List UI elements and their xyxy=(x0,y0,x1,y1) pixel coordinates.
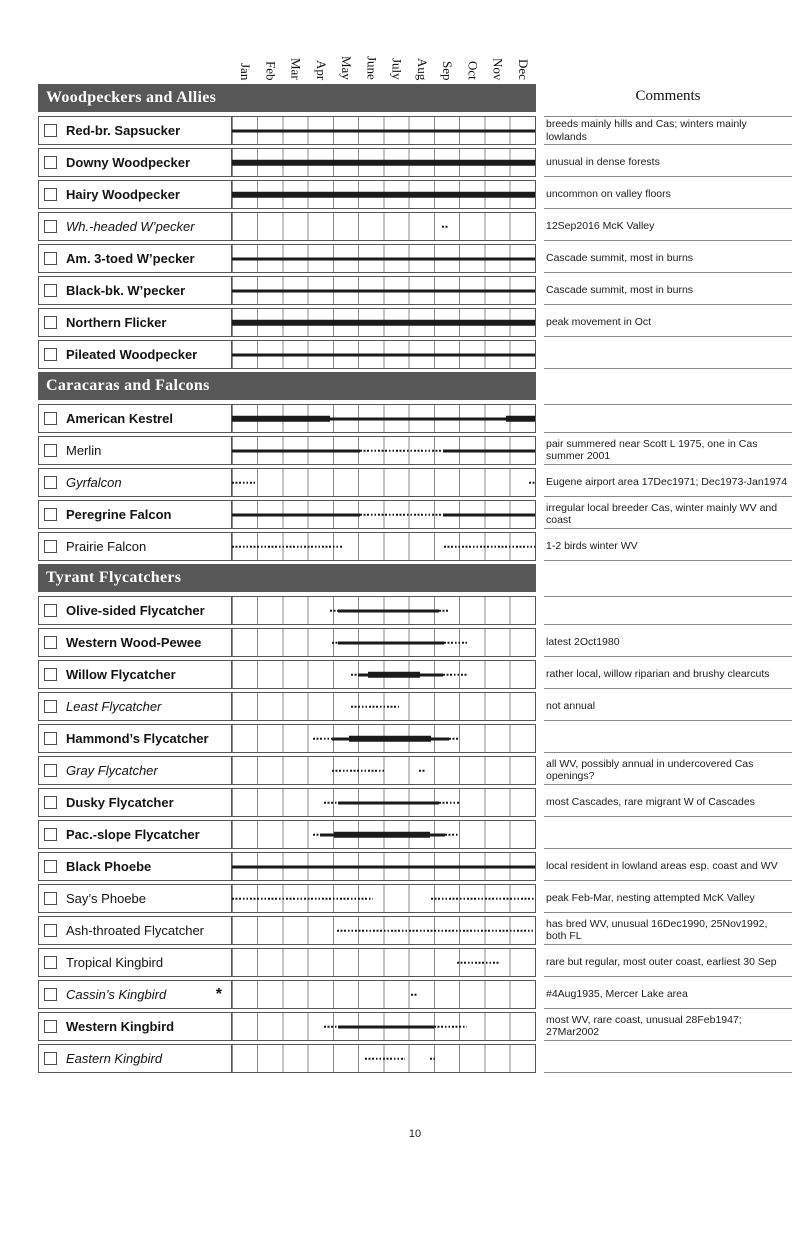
species-name: Hairy Woodpecker xyxy=(66,187,180,202)
species-row xyxy=(38,276,792,305)
species-row xyxy=(38,884,792,913)
occurrence-bar-segment xyxy=(232,353,535,356)
occurrence-bar-segment xyxy=(232,897,373,900)
species-name-cell xyxy=(39,693,232,720)
species-checkbox[interactable] xyxy=(44,828,57,841)
occurrence-bar-segment xyxy=(320,833,334,836)
month-label-june xyxy=(359,30,384,80)
species-comment: #4Aug1935, Mercer Lake area xyxy=(544,980,792,1009)
species-comment: all WV, possibly annual in undercovered Cas openings? xyxy=(544,756,792,785)
species-comment: local resident in lowland areas esp. coast and WV xyxy=(544,852,792,881)
occurrence-bar-segment xyxy=(324,1025,338,1028)
species-comment: not annual xyxy=(544,692,792,721)
species-name: Gray Flycatcher xyxy=(66,763,158,778)
occurrence-bar-segment xyxy=(457,961,500,964)
species-comment: rather local, willow riparian and brushy clearcuts xyxy=(544,660,792,689)
occurrence-chart xyxy=(232,693,535,720)
occurrence-bar-segment xyxy=(439,801,459,804)
occurrence-chart xyxy=(232,853,535,880)
occurrence-bar-segment xyxy=(431,737,449,740)
species-name: Western Kingbird xyxy=(66,1019,175,1034)
occurrence-bar-segment xyxy=(439,609,449,612)
section-header xyxy=(38,372,536,400)
occurrence-bar-segment xyxy=(338,1025,434,1028)
species-checkbox[interactable] xyxy=(44,476,57,489)
month-label-text: Mar xyxy=(288,58,304,80)
species-checkbox[interactable] xyxy=(44,252,57,265)
species-comment xyxy=(544,724,792,753)
species-row-box xyxy=(38,916,536,945)
species-row xyxy=(38,148,792,177)
occurrence-bar-segment xyxy=(443,673,467,676)
occurrence-bar-segment xyxy=(338,609,439,612)
species-row xyxy=(38,404,792,433)
occurrence-bar-segment xyxy=(313,737,332,740)
species-row-box xyxy=(38,660,536,689)
occurrence-chart xyxy=(232,1045,535,1072)
month-label-nov xyxy=(486,30,511,80)
month-label-oct xyxy=(460,30,485,80)
species-row-box xyxy=(38,788,536,817)
species-name: Red-br. Sapsucker xyxy=(66,123,181,138)
month-label-mar xyxy=(284,30,309,80)
species-name-cell xyxy=(39,885,232,912)
species-checkbox[interactable] xyxy=(44,732,57,745)
month-label-may xyxy=(334,30,359,80)
occurrence-bar-segment xyxy=(442,225,448,228)
species-name-cell xyxy=(39,469,232,496)
species-row-box xyxy=(38,852,536,881)
checklist-body xyxy=(38,84,792,1076)
occurrence-bar-segment xyxy=(232,449,360,452)
species-checkbox[interactable] xyxy=(44,956,57,969)
species-name: Tropical Kingbird xyxy=(66,955,164,970)
occurrence-bar-segment xyxy=(232,481,255,484)
species-name: Am. 3-toed W’pecker xyxy=(66,251,195,266)
species-name-cell xyxy=(39,949,232,976)
species-name: Dusky Flycatcher xyxy=(66,795,174,810)
species-row-box xyxy=(38,756,536,785)
occurrence-chart xyxy=(232,1013,535,1040)
species-row xyxy=(38,724,792,753)
species-row xyxy=(38,308,792,337)
month-label-text: Sep xyxy=(440,60,456,80)
occurrence-bar-segment xyxy=(506,415,535,422)
species-row xyxy=(38,1012,792,1041)
species-row-box xyxy=(38,532,536,561)
species-checkbox[interactable] xyxy=(44,988,57,1001)
species-row-box xyxy=(38,276,536,305)
section-band-row xyxy=(38,84,792,112)
species-row xyxy=(38,756,792,785)
occurrence-bar-segment xyxy=(411,993,417,996)
species-row xyxy=(38,1044,792,1073)
species-name: Gyrfalcon xyxy=(66,475,122,490)
species-checkbox[interactable] xyxy=(44,636,57,649)
species-row xyxy=(38,788,792,817)
species-checkbox[interactable] xyxy=(44,924,57,937)
species-name: Ash-throated Flycatcher xyxy=(66,923,205,938)
species-checkbox[interactable] xyxy=(44,348,57,361)
occurrence-bar-segment xyxy=(332,737,350,740)
species-name-cell xyxy=(39,309,232,336)
species-comment xyxy=(544,404,792,433)
species-row-box xyxy=(38,308,536,337)
species-comment: pair summered near Scott L 1975, one in Cas summer 2001 xyxy=(544,436,792,465)
species-row-box xyxy=(38,404,536,433)
species-checkbox[interactable] xyxy=(44,220,57,233)
species-row xyxy=(38,820,792,849)
month-label-text: Jan xyxy=(238,62,254,80)
occurrence-bar-segment xyxy=(368,671,420,678)
occurrence-bar-segment xyxy=(351,705,399,708)
species-name-cell xyxy=(39,213,232,240)
species-checkbox[interactable] xyxy=(44,124,57,137)
occurrence-bar-segment xyxy=(431,897,535,900)
occurrence-chart xyxy=(232,629,535,656)
species-name: Least Flycatcher xyxy=(66,699,162,714)
species-comment: Eugene airport area 17Dec1971; Dec1973-Jan1974 xyxy=(544,468,792,497)
occurrence-bar-segment xyxy=(313,833,321,836)
species-comment: has bred WV, unusual 16Dec1990, 25Nov1992, both FL xyxy=(544,916,792,945)
species-name-cell xyxy=(39,597,232,624)
occurrence-bar-segment xyxy=(334,831,430,838)
occurrence-chart xyxy=(232,213,535,240)
species-row xyxy=(38,948,792,977)
occurrence-bar-segment xyxy=(232,865,535,868)
species-row-box xyxy=(38,340,536,369)
species-checkbox[interactable] xyxy=(44,668,57,681)
occurrence-chart xyxy=(232,277,535,304)
species-row xyxy=(38,596,792,625)
species-name-cell xyxy=(39,629,232,656)
species-comment xyxy=(544,820,792,849)
month-label-text: July xyxy=(389,58,405,80)
species-name-cell xyxy=(39,1013,232,1040)
occurrence-chart xyxy=(232,757,535,784)
month-label-text: Oct xyxy=(465,61,481,80)
species-name-cell xyxy=(39,181,232,208)
rarity-asterisk: * xyxy=(215,985,222,1003)
species-comment: rare but regular, most outer coast, earliest 30 Sep xyxy=(544,948,792,977)
species-name: Prairie Falcon xyxy=(66,539,147,554)
species-name: Olive-sided Flycatcher xyxy=(66,603,205,618)
occurrence-chart xyxy=(232,725,535,752)
species-checkbox[interactable] xyxy=(44,764,57,777)
species-comment: most WV, rare coast, unusual 28Feb1947; 27Mar2002 xyxy=(544,1012,792,1041)
species-comment: Cascade summit, most in burns xyxy=(544,276,792,305)
occurrence-bar-segment xyxy=(358,673,368,676)
occurrence-chart xyxy=(232,981,535,1008)
species-name: Pac.-slope Flycatcher xyxy=(66,827,200,842)
species-row-box xyxy=(38,1012,536,1041)
species-row xyxy=(38,692,792,721)
occurrence-bar-segment xyxy=(430,833,445,836)
species-name-cell xyxy=(39,661,232,688)
species-row-box xyxy=(38,980,536,1009)
species-row xyxy=(38,212,792,241)
occurrence-bar-segment xyxy=(232,415,330,422)
section-band-row xyxy=(38,564,792,592)
species-checkbox[interactable] xyxy=(44,1020,57,1033)
occurrence-bar-segment xyxy=(360,513,443,516)
month-label-dec xyxy=(511,30,536,80)
month-label-aug xyxy=(410,30,435,80)
species-name-cell xyxy=(39,277,232,304)
occurrence-bar-segment xyxy=(445,833,459,836)
species-row-box xyxy=(38,948,536,977)
species-name: Hammond’s Flycatcher xyxy=(66,731,209,746)
species-checkbox[interactable] xyxy=(44,508,57,521)
occurrence-chart xyxy=(232,533,535,560)
occurrence-bar-segment xyxy=(324,801,338,804)
occurrence-chart xyxy=(232,405,535,432)
occurrence-bar-segment xyxy=(337,929,535,932)
species-name-cell xyxy=(39,821,232,848)
occurrence-bar-segment xyxy=(330,417,505,420)
species-name: Merlin xyxy=(66,443,102,458)
occurrence-chart xyxy=(232,469,535,496)
species-name-cell xyxy=(39,245,232,272)
species-checkbox[interactable] xyxy=(44,540,57,553)
month-label-text: Dec xyxy=(515,59,531,80)
occurrence-chart xyxy=(232,789,535,816)
occurrence-chart xyxy=(232,437,535,464)
species-row xyxy=(38,852,792,881)
species-row xyxy=(38,660,792,689)
species-row-box xyxy=(38,244,536,273)
species-row xyxy=(38,340,792,369)
occurrence-chart xyxy=(232,949,535,976)
species-name: Western Wood-Pewee xyxy=(66,635,202,650)
occurrence-bar-segment xyxy=(443,449,535,452)
month-label-text: Nov xyxy=(490,57,506,80)
species-name: Cassin’s Kingbird xyxy=(66,987,167,1002)
species-row-box xyxy=(38,596,536,625)
species-checkbox[interactable] xyxy=(44,188,57,201)
species-row-box xyxy=(38,180,536,209)
month-label-text: Feb xyxy=(263,60,279,80)
month-label-feb xyxy=(258,30,283,80)
section-title: Woodpeckers and Allies xyxy=(46,89,217,106)
occurrence-bar-segment xyxy=(232,545,343,548)
species-name-cell xyxy=(39,725,232,752)
species-row-box xyxy=(38,692,536,721)
month-label-apr xyxy=(309,30,334,80)
species-checkbox[interactable] xyxy=(44,412,57,425)
species-row-box xyxy=(38,884,536,913)
month-label-july xyxy=(385,30,410,80)
species-comment xyxy=(544,596,792,625)
month-label-text: Aug xyxy=(414,57,430,80)
occurrence-bar-segment xyxy=(330,609,338,612)
occurrence-bar-segment xyxy=(351,673,359,676)
species-comment: 1-2 birds winter WV xyxy=(544,532,792,561)
species-name-cell xyxy=(39,501,232,528)
species-row xyxy=(38,916,792,945)
species-checkbox[interactable] xyxy=(44,444,57,457)
month-label-jan xyxy=(233,30,258,80)
species-row-box xyxy=(38,468,536,497)
species-name: Black-bk. W’pecker xyxy=(66,283,186,298)
occurrence-bar-segment xyxy=(232,159,535,166)
page-number: 10 xyxy=(408,1128,422,1140)
species-checkbox[interactable] xyxy=(44,604,57,617)
species-name-cell xyxy=(39,437,232,464)
section-title: Tyrant Flycatchers xyxy=(46,569,182,586)
species-name-cell xyxy=(39,917,232,944)
occurrence-chart xyxy=(232,501,535,528)
checklist-page xyxy=(38,0,792,1236)
species-name: Black Phoebe xyxy=(66,859,152,874)
species-name: Willow Flycatcher xyxy=(66,667,176,682)
species-comment: unusual in dense forests xyxy=(544,148,792,177)
species-row xyxy=(38,628,792,657)
species-row-box xyxy=(38,436,536,465)
species-name: Eastern Kingbird xyxy=(66,1051,163,1066)
species-name-cell xyxy=(39,405,232,432)
occurrence-bar-segment xyxy=(349,735,431,742)
occurrence-bar-segment xyxy=(443,513,535,516)
species-comment: 12Sep2016 McK Valley xyxy=(544,212,792,241)
species-row xyxy=(38,468,792,497)
month-label-sep xyxy=(435,30,460,80)
occurrence-bar-segment xyxy=(365,1057,405,1060)
species-row xyxy=(38,244,792,273)
occurrence-bar-segment xyxy=(338,801,439,804)
species-checkbox[interactable] xyxy=(44,316,57,329)
occurrence-bar-segment xyxy=(232,513,360,516)
species-row-box xyxy=(38,820,536,849)
species-name: American Kestrel xyxy=(66,411,173,426)
occurrence-bar-segment xyxy=(449,737,459,740)
species-name-cell xyxy=(39,533,232,560)
occurrence-chart xyxy=(232,885,535,912)
species-name: Peregrine Falcon xyxy=(66,507,172,522)
occurrence-bar-segment xyxy=(232,319,535,326)
occurrence-bar-segment xyxy=(430,1057,435,1060)
occurrence-bar-segment xyxy=(232,289,535,292)
section-band-row xyxy=(38,372,792,400)
occurrence-bar-segment xyxy=(232,129,535,132)
species-row xyxy=(38,532,792,561)
species-row xyxy=(38,180,792,209)
species-name-cell xyxy=(39,149,232,176)
occurrence-bar-segment xyxy=(232,257,535,260)
species-checkbox[interactable] xyxy=(44,796,57,809)
occurrence-bar-segment xyxy=(332,769,386,772)
species-name: Pileated Woodpecker xyxy=(66,347,198,362)
occurrence-bar-segment xyxy=(529,481,535,484)
occurrence-chart xyxy=(232,245,535,272)
occurrence-chart xyxy=(232,661,535,688)
species-row-box xyxy=(38,724,536,753)
section-header xyxy=(38,564,536,592)
month-label-text: June xyxy=(364,56,380,80)
species-checkbox[interactable] xyxy=(44,860,57,873)
species-name-cell xyxy=(39,853,232,880)
species-row-box xyxy=(38,212,536,241)
species-comment: peak movement in Oct xyxy=(544,308,792,337)
species-row-box xyxy=(38,500,536,529)
species-name: Wh.-headed W’pecker xyxy=(66,219,195,234)
occurrence-chart xyxy=(232,181,535,208)
occurrence-chart xyxy=(232,821,535,848)
species-comment: irregular local breeder Cas, winter mainly WV and coast xyxy=(544,500,792,529)
species-name: Say’s Phoebe xyxy=(66,891,146,906)
month-header-row xyxy=(233,30,536,80)
species-name-cell xyxy=(39,117,232,144)
species-comment: most Cascades, rare migrant W of Cascades xyxy=(544,788,792,817)
species-comment xyxy=(544,340,792,369)
species-checkbox[interactable] xyxy=(44,156,57,169)
section-header xyxy=(38,84,536,112)
month-label-text: May xyxy=(339,56,355,80)
section-title: Caracaras and Falcons xyxy=(46,377,210,394)
occurrence-chart xyxy=(232,309,535,336)
occurrence-bar-segment xyxy=(360,449,443,452)
species-checkbox[interactable] xyxy=(44,892,57,905)
species-comment: latest 2Oct1980 xyxy=(544,628,792,657)
occurrence-bar-segment xyxy=(232,191,535,198)
species-name-cell xyxy=(39,789,232,816)
species-row-box xyxy=(38,1044,536,1073)
species-comment: uncommon on valley floors xyxy=(544,180,792,209)
occurrence-chart xyxy=(232,117,535,144)
species-row-box xyxy=(38,116,536,145)
species-checkbox[interactable] xyxy=(44,284,57,297)
occurrence-bar-segment xyxy=(419,769,425,772)
species-row-box xyxy=(38,628,536,657)
occurrence-chart xyxy=(232,341,535,368)
species-name-cell xyxy=(39,341,232,368)
species-row xyxy=(38,116,792,145)
species-checkbox[interactable] xyxy=(44,1052,57,1065)
species-name: Northern Flicker xyxy=(66,315,167,330)
species-name: Downy Woodpecker xyxy=(66,155,191,170)
occurrence-bar-segment xyxy=(420,673,443,676)
species-row xyxy=(38,500,792,529)
comments-column-header: Comments xyxy=(635,88,701,104)
occurrence-chart xyxy=(232,149,535,176)
species-row xyxy=(38,980,792,1009)
occurrence-chart xyxy=(232,917,535,944)
occurrence-bar-segment xyxy=(444,545,535,548)
occurrence-chart xyxy=(232,597,535,624)
occurrence-bar-segment xyxy=(444,641,467,644)
species-comment xyxy=(544,1044,792,1073)
species-comment: breeds mainly hills and Cas; winters mainly lowlands xyxy=(544,116,792,145)
species-name-cell xyxy=(39,981,232,1008)
month-label-text: Apr xyxy=(313,59,329,80)
species-comment: Cascade summit, most in burns xyxy=(544,244,792,273)
species-row xyxy=(38,436,792,465)
species-comment: peak Feb-Mar, nesting attempted McK Valley xyxy=(544,884,792,913)
occurrence-bar-segment xyxy=(338,641,444,644)
occurrence-bar-segment xyxy=(434,1025,467,1028)
species-name-cell xyxy=(39,757,232,784)
species-name-cell xyxy=(39,1045,232,1072)
species-row-box xyxy=(38,148,536,177)
species-checkbox[interactable] xyxy=(44,700,57,713)
